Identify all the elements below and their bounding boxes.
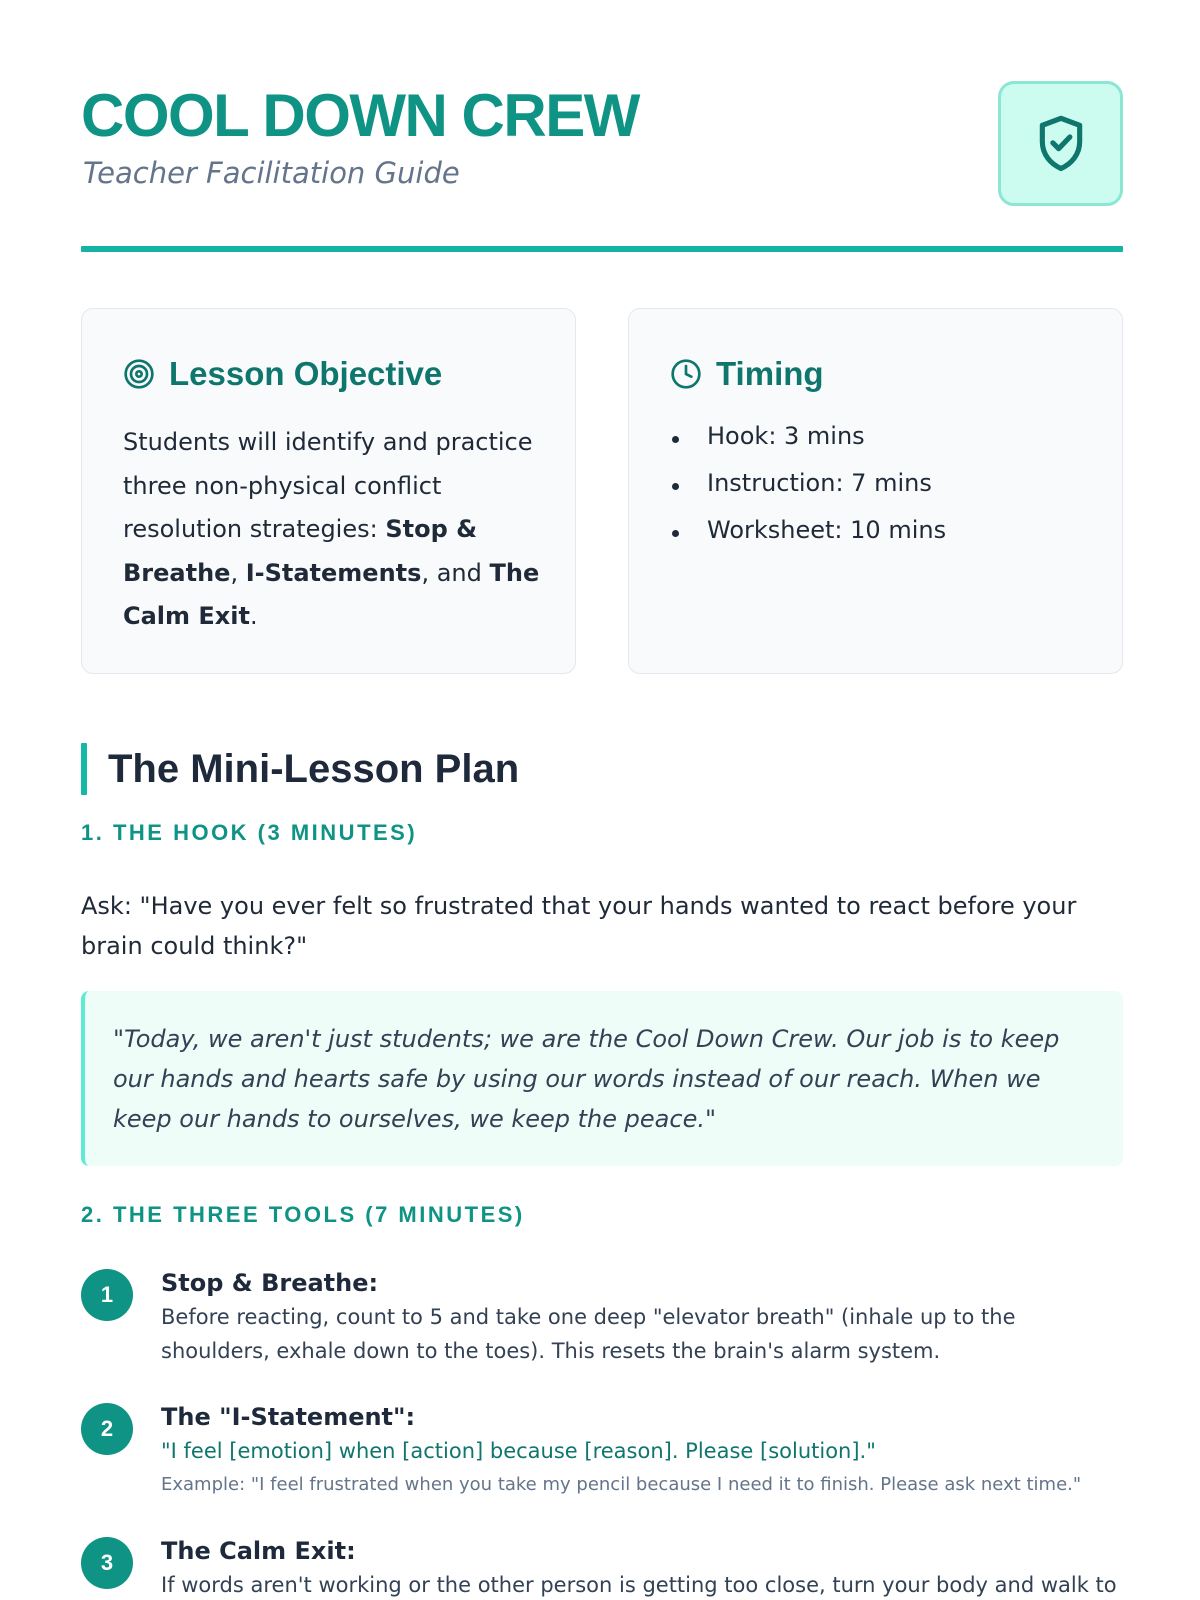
page-title: COOL DOWN CREW bbox=[81, 82, 639, 149]
objective-text bbox=[123, 421, 543, 639]
tool-title: The Calm Exit: bbox=[161, 1537, 356, 1565]
tool-title: Stop & Breathe: bbox=[161, 1269, 379, 1297]
strategy-i-statements: I-Statements bbox=[245, 558, 422, 587]
objective-heading: Lesson Objective bbox=[169, 355, 443, 392]
timing-item-instruction: Instruction: 7 mins bbox=[669, 468, 946, 515]
timing-card bbox=[628, 308, 1123, 674]
tool-description: If words aren't working or the other person is getting too close, turn your body and walk to bbox=[161, 1573, 1117, 1597]
timing-item-worksheet: Worksheet: 10 mins bbox=[669, 515, 946, 562]
shield-check-icon bbox=[1033, 113, 1089, 175]
tools-heading: 2. THE THREE TOOLS (7 MINUTES) bbox=[81, 1202, 525, 1227]
tool-number-badge: 3 bbox=[81, 1537, 133, 1589]
strategy-stop-breathe: Stop & Breathe bbox=[123, 515, 478, 587]
header-divider bbox=[81, 246, 1123, 252]
page-subtitle: Teacher Facilitation Guide bbox=[83, 156, 460, 190]
objective-end: . bbox=[249, 602, 258, 630]
timing-heading: Timing bbox=[716, 355, 824, 392]
objective-intro: Students will identify and practice three non-physical conflict resolution strategies: bbox=[123, 428, 533, 543]
mini-lesson-heading bbox=[81, 743, 519, 795]
tool-body bbox=[161, 1266, 1123, 1368]
objective-separator-2: , and bbox=[421, 558, 490, 587]
mini-lesson-title: The Mini-Lesson Plan bbox=[108, 746, 520, 791]
section-accent-bar bbox=[81, 743, 87, 795]
objective-separator-1: , bbox=[230, 558, 246, 587]
hook-text: Ask: "Have you ever felt so frustrated that your hands wanted to react before your brain could think?" bbox=[81, 892, 1077, 960]
i-statement-example: Example: "I feel frustrated when you take my pencil because I need it to finish. Please ask next time." bbox=[161, 1474, 1082, 1495]
tool-description: Before reacting, count to 5 and take one deep "elevator breath" (inhale up to the shoulders, exhale down to the toes). This resets the brain's alarm system. bbox=[161, 1305, 1016, 1363]
guide-page bbox=[81, 0, 1123, 1597]
shield-badge bbox=[998, 81, 1123, 206]
header bbox=[81, 0, 1123, 254]
hook-quote: "Today, we aren't just students; we are the Cool Down Crew. Our job is to keep our hands and hearts safe by using our words instead of our reach. When we keep our hands to ourselves, we keep the peace." bbox=[81, 991, 1123, 1166]
tool-number-badge: 1 bbox=[81, 1269, 133, 1321]
target-icon bbox=[123, 358, 155, 390]
hook-heading: 1. THE HOOK (3 MINUTES) bbox=[81, 820, 418, 845]
tool-body bbox=[161, 1400, 1123, 1502]
i-statement-formula: "I feel [emotion] when [action] because [reason]. Please [solution]." bbox=[161, 1439, 876, 1463]
timing-card-header bbox=[670, 355, 824, 393]
objective-card bbox=[81, 308, 576, 674]
strategy-calm-exit: The Calm Exit bbox=[123, 558, 540, 630]
timing-list bbox=[669, 421, 946, 562]
info-cards bbox=[81, 308, 1123, 674]
timing-item-hook: Hook: 3 mins bbox=[669, 421, 946, 468]
tool-number-badge: 2 bbox=[81, 1403, 133, 1455]
objective-card-header bbox=[123, 355, 442, 393]
tool-title: The "I-Statement": bbox=[161, 1403, 416, 1431]
clock-icon bbox=[670, 358, 702, 390]
tool-body bbox=[161, 1534, 1123, 1600]
